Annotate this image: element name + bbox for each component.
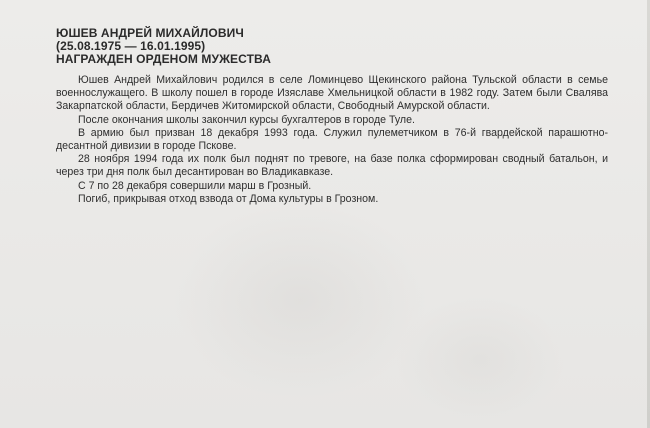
paragraph: После окончания школы закончил курсы бухгалтеров в городе Туле. — [78, 113, 415, 126]
life-dates: (25.08.1975 — 16.01.1995) — [56, 39, 206, 53]
paragraph: В армию был призван 18 декабря 1993 года. Служил пулеметчиком в 76-й гвардейской парашютно-десантной дивизии в городе Пскове. — [56, 126, 608, 153]
bio-text — [56, 74, 608, 206]
paragraph: Юшев Андрей Михайлович родился в селе Ломинцево Щекинского района Тульской области в семье военнослужащего. В школу пошел в городе Изяславе Хмельницкой области в 1982 году. Затем были Свалява Закарпатской области, Бердичев Житомирской области, Свободный Амурской области. — [56, 74, 608, 113]
person-name: ЮШЕВ АНДРЕЙ МИХАЙЛОВИЧ — [56, 26, 244, 40]
award-line: НАГРАЖДЕН ОРДЕНОМ МУЖЕСТВА — [56, 52, 271, 66]
paragraph: Погиб, прикрывая отход взвода от Дома культуры в Грозном. — [78, 192, 379, 205]
bio-header — [56, 27, 271, 66]
paragraph: 28 ноября 1994 года их полк был поднят по тревоге, на базе полка сформирован сводный батальон, и через три дня полк был десантирован во Владикавказе. — [56, 153, 608, 179]
paragraph: С 7 по 28 декабря совершили марш в Грозный. — [78, 179, 312, 192]
